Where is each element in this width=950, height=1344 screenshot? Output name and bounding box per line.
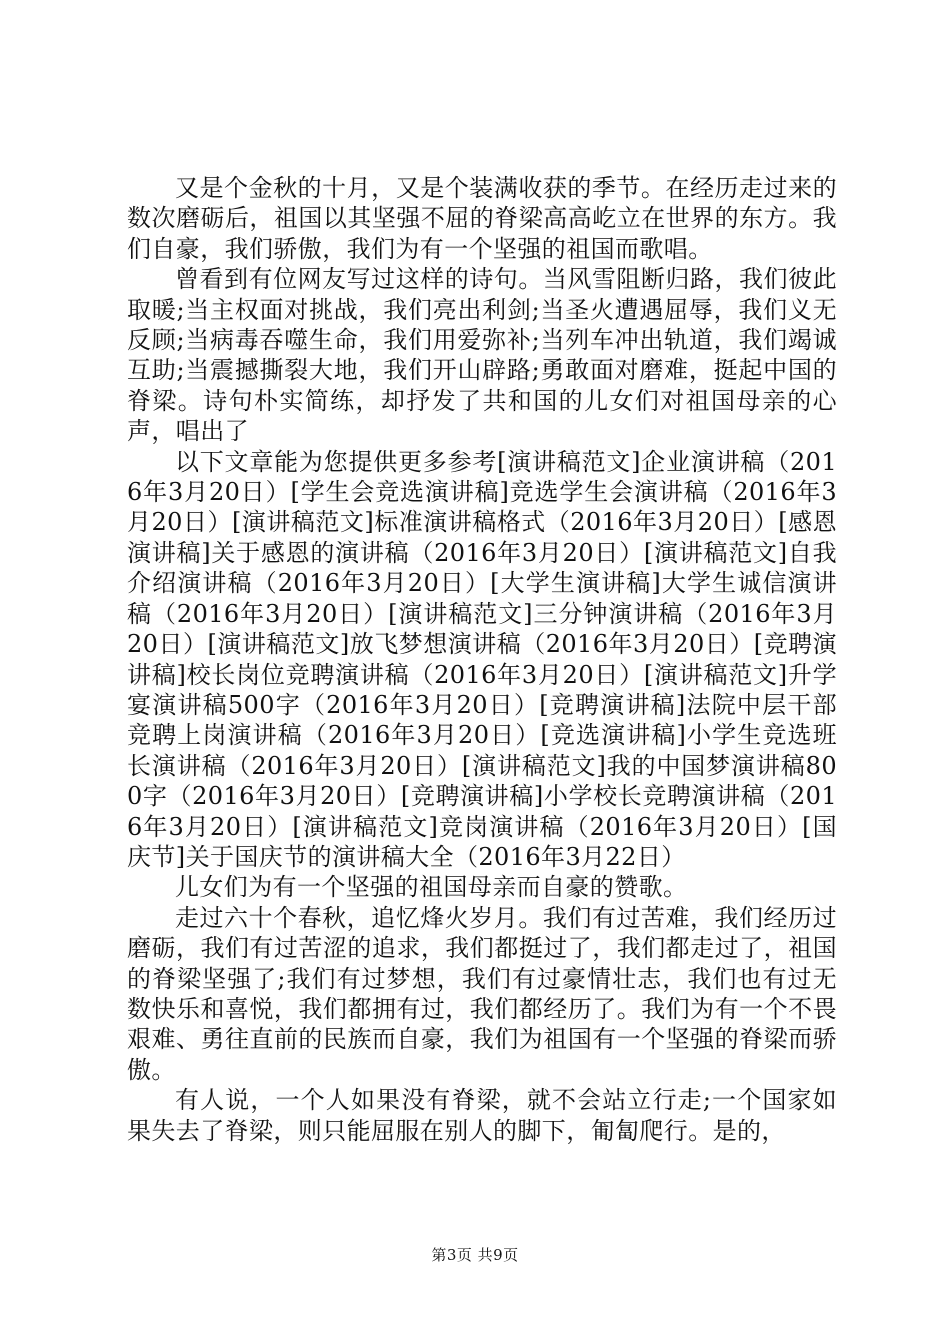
paragraph-poem: 曾看到有位网友写过这样的诗句。当风雪阻断归路，我们彼此取暖;当主权面对挑战，我们亮出利剑;当圣火遭遇屈辱，我们义无反顾;当病毒吞噬生命，我们用爱弥补;当列车冲出轨道，我们竭诚互助;当震撼撕裂大地，我们开山辟路;勇敢面对磨难，挺起中国的脊梁。诗句朴实简练，却抒发了共和国的儿女们对祖国母亲的心声，唱出了	[127, 265, 837, 446]
paragraph-related-articles: 以下文章能为您提供更多参考[演讲稿范文]企业演讲稿（2016年3月20日）[学生会竞选演讲稿]竞选学生会演讲稿（2016年3月20日）[演讲稿范文]标准演讲稿格式（2016年3月20日）[感恩演讲稿]关于感恩的演讲稿（2016年3月20日）[演讲稿范文]自我介绍演讲稿（2016年3月20日）[大学生演讲稿]大学生诚信演讲稿（2016年3月20日）[演讲稿范文]三分钟演讲稿（2016年3月20日）[演讲稿范文]放飞梦想演讲稿（2016年3月20日）[竞聘演讲稿]校长岗位竞聘演讲稿（2016年3月20日）[演讲稿范文]升学宴演讲稿500字（2016年3月20日）[竞聘演讲稿]法院中层干部竞聘上岗演讲稿（2016年3月20日）[竞选演讲稿]小学生竞选班长演讲稿（2016年3月20日）[演讲稿范文]我的中国梦演讲稿800字（2016年3月20日）[竞聘演讲稿]小学校长竞聘演讲稿（2016年3月20日）[演讲稿范文]竞岗演讲稿（2016年3月20日）[国庆节]关于国庆节的演讲稿大全（2016年3月22日）	[127, 447, 837, 871]
paragraph-song: 儿女们为有一个坚强的祖国母亲而自豪的赞歌。	[175, 873, 688, 902]
paragraph-spine: 有人说，一个人如果没有脊梁，就不会站立行走;一个国家如果失去了脊梁，则只能屈服在别人的脚下，匍匐爬行。是的，	[127, 1086, 837, 1145]
paragraph-autumn: 又是个金秋的十月，又是个装满收获的季节。在经历走过来的数次磨砺后，祖国以其坚强不屈的脊梁高高屹立在世界的东方。我们自豪，我们骄傲，我们为有一个坚强的祖国而歌唱。	[127, 174, 837, 263]
paragraph-sixty-years: 走过六十个春秋，追忆烽火岁月。我们有过苦难，我们经历过磨砺，我们有过苦涩的追求，我们都挺过了，我们都走过了，祖国的脊梁坚强了;我们有过梦想，我们有过豪情壮志，我们也有过无数快乐和喜悦，我们都拥有过，我们都经历了。我们为有一个不畏艰难、勇往直前的民族而自豪，我们为祖国有一个坚强的脊梁而骄傲。	[127, 903, 837, 1084]
page-footer: 第3页 共9页	[431, 1246, 519, 1264]
document-body	[127, 173, 837, 1146]
